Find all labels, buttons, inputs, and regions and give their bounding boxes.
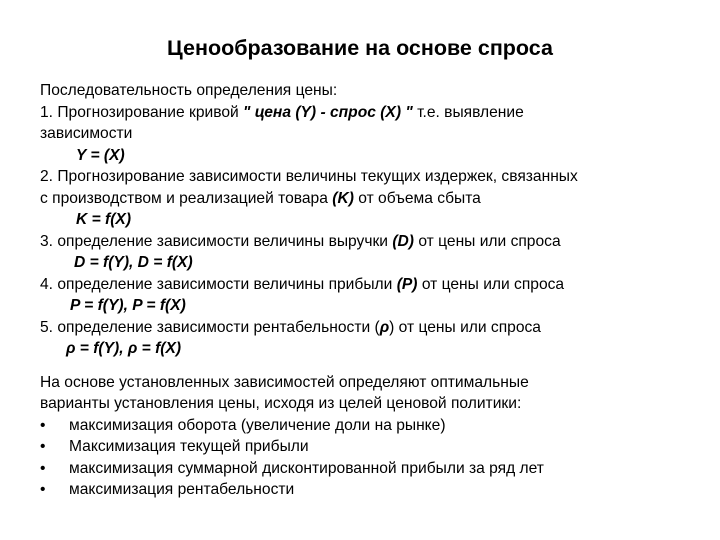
step-2-prefix: с производством и реализацией товара	[40, 189, 333, 207]
slide-title: Ценообразование на основе спроса	[167, 36, 553, 60]
bullet-icon: •	[40, 459, 46, 477]
step-1-line	[40, 102, 705, 124]
bullet-text: Максимизация текущей прибыли	[69, 438, 309, 455]
step-4-line	[40, 274, 705, 296]
step-3-formula	[40, 252, 705, 274]
step-1-suffix: т.е. выявление	[412, 103, 524, 121]
bullet-item	[40, 415, 705, 437]
step-1-formula	[40, 145, 705, 167]
step-4-variable: (P)	[396, 275, 418, 293]
step-5-suffix: ) от цены или спроса	[389, 318, 541, 336]
formula-text: D = f(Y), D = f(X)	[74, 254, 193, 271]
formula-text: K = f(X)	[76, 211, 132, 228]
step-5-line	[40, 317, 705, 339]
bullet-icon: •	[40, 416, 46, 434]
bullet-text: максимизация рентабельности	[69, 481, 295, 498]
spacer	[40, 360, 705, 372]
step-3-line	[40, 231, 705, 253]
bullet-text: максимизация суммарной дисконтированной прибыли за ряд лет	[69, 459, 544, 477]
bullet-item	[40, 479, 705, 501]
step-2-continuation	[40, 188, 705, 210]
bullet-item	[40, 458, 705, 480]
step-2-formula	[40, 209, 705, 231]
step-5-formula	[40, 338, 705, 360]
step-4-prefix: 4. определение зависимости величины прибыли	[40, 275, 397, 293]
step-2-line: 2. Прогнозирование зависимости величины текущих издержек, связанных	[40, 168, 578, 185]
step-3-suffix: от цены или спроса	[414, 232, 561, 250]
bullet-icon: •	[40, 481, 46, 498]
step-1-formula-name: " цена (Y) - спрос (X) "	[243, 103, 413, 121]
formula-text: P = f(Y), P = f(X)	[70, 297, 186, 314]
conclusion-line-1: На основе установленных зависимостей определяют оптимальные	[40, 373, 529, 391]
formula-text: Y = (X)	[76, 146, 125, 164]
step-4-suffix: от цены или спроса	[417, 275, 565, 293]
step-5-prefix: 5. определение зависимости рентабельности (	[40, 318, 380, 336]
step-3-variable: (D)	[392, 232, 414, 250]
bullet-icon: •	[40, 438, 46, 455]
step-5-variable: ρ	[379, 318, 390, 336]
conclusion-line-2: варианты установления цены, исходя из целей ценовой политики:	[40, 395, 522, 412]
intro-line: Последовательность определения цены:	[40, 82, 338, 99]
bullet-item	[40, 436, 705, 458]
step-3-prefix: 3. определение зависимости величины выручки	[40, 232, 393, 250]
step-2-variable: (K)	[332, 189, 354, 207]
step-2-suffix: от объема сбыта	[353, 189, 481, 207]
bullet-text: максимизация оборота (увеличение доли на рынке)	[69, 416, 446, 434]
step-1-prefix: 1. Прогнозирование кривой	[40, 103, 244, 121]
step-4-formula	[40, 295, 705, 317]
slide-body	[40, 80, 705, 501]
step-1-continuation: зависимости	[40, 125, 133, 142]
formula-text: ρ = f(Y), ρ = f(X)	[66, 340, 182, 357]
